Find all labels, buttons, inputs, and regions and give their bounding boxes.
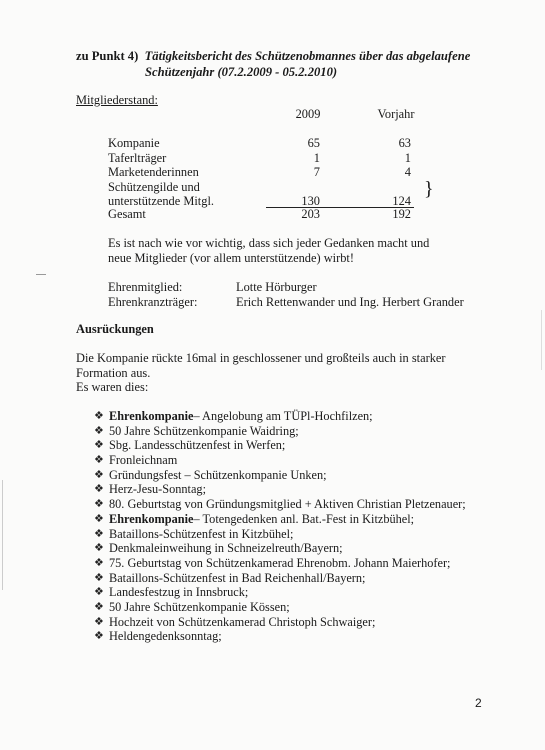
- section-heading: [76, 48, 470, 80]
- row-label: Marketenderinnen: [108, 165, 199, 179]
- list-item: ❖ Hochzeit von Schützenkamerad Christoph Schwaiger;: [94, 614, 376, 629]
- row-value-current: 203: [301, 207, 320, 221]
- outings-intro-line-1: Die Kompanie rückte 16mal in geschlossener und großteils auch in starker: [76, 351, 446, 365]
- bullet-diamond-icon: ❖: [94, 498, 104, 511]
- row-value-previous: 124: [392, 194, 411, 208]
- row-value-previous: 4: [404, 165, 411, 179]
- honor-value: Erich Rettenwander und Ing. Herbert Grander: [236, 294, 464, 309]
- membership-label: Mitgliederstand:: [76, 93, 158, 107]
- list-item: ❖ Gründungsfest – Schützenkompanie Unken;: [94, 467, 327, 482]
- appeal-line-1: Es ist nach wie vor wichtig, dass sich jeder Gedanken macht und: [108, 236, 430, 250]
- list-item: ❖ Herz-Jesu-Sonntag;: [94, 482, 206, 497]
- row-label: Schützengilde und: [108, 179, 200, 194]
- list-item: ❖ Landesfestzug in Innsbruck;: [94, 585, 249, 600]
- honor-label: Ehrenkranzträger:: [108, 294, 198, 309]
- heading-prefix: zu Punkt 4): [76, 49, 139, 63]
- scan-mark: [36, 274, 46, 275]
- bullet-diamond-icon: ❖: [94, 439, 104, 452]
- bullet-diamond-icon: ❖: [94, 586, 104, 599]
- list-item: ❖ 80. Geburtstag von Gründungsmitglied + Aktiven Christian Pletzenauer;: [94, 497, 466, 512]
- list-item: ❖ Sbg. Landesschützenfest in Werfen;: [94, 438, 286, 453]
- honor-value: Lotte Hörburger: [236, 280, 317, 294]
- page-number: 2: [475, 696, 482, 710]
- row-value-current: 1: [313, 150, 320, 165]
- list-item: ❖ Ehrenkompanie – Angelobung am TÜPl-Hochfilzen;: [94, 409, 373, 423]
- bullet-diamond-icon: ❖: [94, 556, 104, 569]
- list-item: ❖ Denkmaleinweihung in Schneizelreuth/Bayern;: [94, 541, 343, 556]
- bullet-diamond-icon: ❖: [94, 600, 104, 613]
- row-value-current: 7: [313, 165, 320, 179]
- row-label: Gesamt: [108, 207, 146, 221]
- row-value-current: 130: [301, 194, 320, 208]
- heading-title-line-2: Schützenjahr (07.2.2009 - 05.2.2010): [145, 65, 338, 79]
- column-header-vorjahr: Vorjahr: [377, 107, 415, 121]
- row-value-previous: 1: [404, 150, 411, 165]
- column-header-2009: 2009: [295, 107, 321, 121]
- row-label: unterstützende Mitgl.: [108, 194, 214, 208]
- bullet-diamond-icon: ❖: [94, 542, 104, 555]
- scan-edge-mark: [2, 480, 3, 590]
- bullet-diamond-icon: ❖: [94, 512, 104, 525]
- list-item: ❖ Bataillons-Schützenfest in Kitzbühel;: [94, 526, 294, 541]
- list-item: ❖ 75. Geburtstag von Schützenkamerad Ehrenobm. Johann Maierhofer;: [94, 555, 451, 570]
- honor-label: Ehrenmitglied:: [108, 280, 183, 294]
- bullet-diamond-icon: ❖: [94, 571, 104, 584]
- row-value-current: 65: [307, 136, 320, 150]
- row-label: Kompanie: [108, 136, 160, 150]
- list-item: ❖ Fronleichnam: [94, 453, 178, 468]
- bullet-diamond-icon: ❖: [94, 615, 104, 628]
- row-label: Taferlträger: [108, 150, 167, 165]
- list-item: ❖ Bataillons-Schützenfest in Bad Reichenhall/Bayern;: [94, 570, 366, 585]
- brace-mark: }: [424, 178, 434, 200]
- bullet-diamond-icon: ❖: [94, 630, 104, 643]
- bullet-diamond-icon: ❖: [94, 454, 104, 467]
- bullet-diamond-icon: ❖: [94, 527, 104, 540]
- list-item: ❖ Ehrenkompanie – Totengedenken anl. Bat.-Fest in Kitzbühel;: [94, 511, 415, 526]
- heading-title-line-1: Tätigkeitsbericht des Schützenobmannes über das abgelaufene: [144, 49, 471, 63]
- bullet-diamond-icon: ❖: [94, 468, 104, 481]
- scan-edge-mark: [541, 310, 542, 370]
- bullet-diamond-icon: ❖: [94, 410, 104, 422]
- row-value-previous: 192: [392, 207, 411, 221]
- list-item: ❖ Heldengedenksonntag;: [94, 629, 222, 644]
- outings-intro-line-2: Formation aus.: [76, 365, 151, 380]
- outings-title: Ausrückungen: [76, 322, 154, 336]
- list-item: ❖ 50 Jahre Schützenkompanie Waidring;: [94, 423, 299, 438]
- row-value-previous: 63: [398, 136, 411, 150]
- outings-intro-line-3: Es waren dies:: [76, 380, 149, 394]
- bullet-diamond-icon: ❖: [94, 424, 104, 437]
- outings-list: [94, 409, 466, 644]
- bullet-diamond-icon: ❖: [94, 483, 104, 496]
- appeal-line-2: neue Mitglieder (vor allem unterstützende) wirbt!: [108, 251, 355, 265]
- list-item: ❖ 50 Jahre Schützenkompanie Kössen;: [94, 599, 290, 614]
- heading-line-1: [76, 48, 470, 64]
